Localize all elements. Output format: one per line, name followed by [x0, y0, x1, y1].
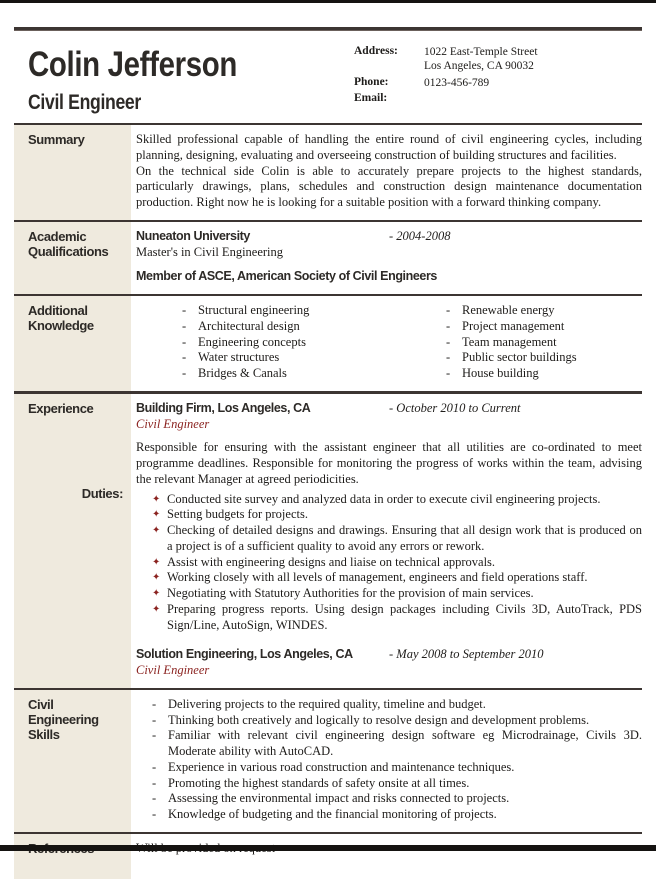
job-1-company: Building Firm, Los Angeles, CA	[136, 400, 311, 415]
star-bullet-icon: ✦	[152, 603, 161, 615]
skills-section-label: Civil Engineering Skills	[14, 690, 131, 832]
page-bottom-rule	[0, 845, 656, 851]
knowledge-item	[136, 350, 444, 366]
academic-head-row	[136, 229, 642, 245]
skill-item	[136, 728, 642, 760]
dash-bullet-icon: -	[446, 318, 451, 333]
duty-item-text: Preparing progress reports. Using design packages including Civils 3D, AutoTrack, PDS Sign/Line, AutoSign, WINDES.	[167, 601, 642, 632]
dash-bullet-icon: -	[182, 334, 187, 349]
knowledge-item-label: Architectural design	[198, 318, 300, 333]
dash-bullet-icon: -	[152, 807, 157, 821]
duty-item	[136, 555, 642, 571]
section-skills	[14, 688, 642, 832]
experience-content	[131, 394, 642, 688]
duty-item-text: Checking of detailed designs and drawings. Ensuring that all design work that is produced on a project is of a sufficient quality to avoid any errors or rework.	[167, 523, 642, 553]
knowledge-item-label: Structural engineering	[198, 303, 310, 317]
duty-item-text: Assist with engineering designs and liaise on technical approvals.	[167, 554, 496, 569]
skill-item	[136, 697, 642, 713]
dash-bullet-icon: -	[446, 334, 451, 349]
duties-list	[136, 492, 642, 634]
contact-block	[354, 41, 642, 113]
duties-label: Duties:	[81, 485, 123, 501]
star-bullet-icon: ✦	[152, 509, 161, 521]
skill-item	[136, 776, 642, 792]
dash-bullet-icon: -	[182, 350, 187, 365]
skill-item-text: Promoting the highest standards of safety onsite at all times.	[168, 775, 470, 790]
skill-item	[136, 713, 642, 729]
duty-item	[136, 602, 642, 634]
additional-knowledge-content	[131, 296, 642, 391]
knowledge-item	[136, 366, 444, 382]
summary-paragraph-2: On the technical side Colin is able to accurately prepare projects to the highest standards, particularly drawings, plans, schedules and construction design maintenance documentation production. Right now he is looking for a suitable position with a forward thinking company.	[136, 163, 642, 209]
job-2-dates: - May 2008 to September 2010	[389, 647, 544, 662]
skill-item-text: Knowledge of budgeting and the financial monitoring of projects.	[168, 807, 497, 821]
knowledge-item-label: Public sector buildings	[462, 350, 577, 365]
experience-section-label	[14, 394, 131, 688]
phone-value: 0123-456-789	[424, 76, 490, 89]
job-2	[136, 647, 642, 679]
membership: Member of ASCE, American Society of Civil Engineers	[136, 269, 437, 284]
dash-bullet-icon: -	[152, 728, 157, 743]
dash-bullet-icon: -	[182, 318, 187, 333]
dash-bullet-icon: -	[446, 303, 451, 317]
dash-bullet-icon: -	[152, 712, 157, 727]
star-bullet-icon: ✦	[152, 493, 161, 505]
dash-bullet-icon: -	[446, 350, 451, 365]
knowledge-item	[136, 335, 444, 351]
address-line-2: Los Angeles, CA 90032	[424, 60, 534, 73]
dash-bullet-icon: -	[182, 366, 187, 380]
skill-item	[136, 807, 642, 823]
email-value	[424, 92, 642, 104]
duty-item-text: Working closely with all levels of management, engineers and field operations staff.	[167, 570, 588, 585]
duty-item-text: Negotiating with Statutory Authorities for the provision of main services.	[167, 586, 534, 600]
duty-item	[136, 492, 642, 508]
knowledge-item-label: Water structures	[198, 350, 280, 365]
section-experience	[14, 391, 642, 688]
section-references	[14, 832, 642, 879]
job-2-company: Solution Engineering, Los Angeles, CA	[136, 647, 353, 662]
knowledge-item	[444, 303, 642, 319]
knowledge-item	[136, 303, 444, 319]
job-2-role: Civil Engineer	[136, 663, 210, 677]
knowledge-item	[136, 319, 444, 335]
summary-content	[131, 125, 642, 220]
knowledge-list-right	[444, 303, 642, 382]
dash-bullet-icon: -	[152, 696, 157, 711]
knowledge-list-left	[136, 303, 444, 382]
institution-name: Nuneaton University	[136, 228, 250, 243]
knowledge-item	[444, 319, 642, 335]
skill-item-text: Familiar with relevant civil engineering design software eg Microdrainage, Civils 3D. Moderate ability with AutoCAD.	[168, 728, 642, 758]
skill-item-text: Delivering projects to the required quality, timeline and budget.	[168, 696, 486, 711]
person-name: Colin Jefferson	[28, 45, 237, 84]
person-job-title: Civil Engineer	[28, 91, 141, 114]
knowledge-item-label: Renewable energy	[462, 303, 555, 317]
job-1-description: Responsible for ensuring with the assistant engineer that all utilities are co-ordinated to meet programme deadlines. Responsible for monitoring the progress of works within the team, advising the relevant Manager at agreed periodicities.	[136, 440, 642, 486]
knowledge-item-label: Project management	[462, 318, 565, 333]
dash-bullet-icon: -	[182, 303, 187, 317]
skill-item-text: Thinking both creatively and logically to resolve design and development problems.	[168, 712, 590, 727]
duty-item	[136, 570, 642, 586]
knowledge-item-label: House building	[462, 366, 539, 380]
dash-bullet-icon: -	[152, 775, 157, 790]
knowledge-item	[444, 366, 642, 382]
section-academic	[14, 220, 642, 294]
identity-block	[28, 41, 354, 113]
knowledge-item-label: Bridges & Canals	[198, 366, 287, 380]
academic-dates: - 2004-2008	[389, 228, 451, 243]
star-bullet-icon: ✦	[152, 525, 161, 536]
knowledge-item	[444, 335, 642, 351]
duty-item-text: Setting budgets for projects.	[167, 507, 308, 522]
additional-knowledge-section-label: Additional Knowledge	[14, 296, 131, 391]
job-1	[136, 401, 642, 634]
skills-content	[131, 690, 642, 832]
summary-paragraph-1: Skilled professional capable of handling the entire round of civil engineering cycles, including planning, designing, evaluating and overseeing construction of building structures and facilities.	[136, 132, 642, 162]
resume-header	[14, 31, 642, 123]
address-line-1: 1022 East-Temple Street	[424, 46, 538, 58]
skill-item	[136, 791, 642, 807]
dash-bullet-icon: -	[446, 366, 451, 380]
dash-bullet-icon: -	[152, 791, 157, 806]
section-summary	[14, 123, 642, 220]
knowledge-columns	[136, 303, 642, 382]
summary-section-label: Summary	[14, 125, 131, 220]
job-1-role: Civil Engineer	[136, 416, 210, 431]
degree: Master's in Civil Engineering	[136, 244, 284, 259]
job-2-head-row	[136, 647, 642, 663]
address-label: Address:	[354, 45, 398, 57]
knowledge-item-label: Engineering concepts	[198, 334, 306, 349]
job-1-head-row	[136, 401, 642, 417]
duty-item	[136, 523, 642, 555]
references-content	[131, 834, 642, 879]
phone-label: Phone:	[354, 75, 389, 88]
page-top-rule	[0, 0, 656, 3]
academic-content	[131, 222, 642, 294]
skill-item-text: Experience in various road construction and maintenance techniques.	[168, 759, 515, 774]
knowledge-item	[444, 350, 642, 366]
duty-item-text: Conducted site survey and analyzed data in order to execute civil engineering projects.	[167, 491, 601, 506]
star-bullet-icon: ✦	[152, 572, 161, 584]
duty-item	[136, 586, 642, 602]
star-bullet-icon: ✦	[152, 556, 161, 568]
academic-section-label: Academic Qualifications	[14, 222, 131, 294]
skill-item	[136, 760, 642, 776]
job-1-dates: - October 2010 to Current	[389, 400, 521, 415]
knowledge-item-label: Team management	[462, 334, 557, 349]
resume-sheet	[14, 0, 642, 879]
skill-item-text: Assessing the environmental impact and risks connected to projects.	[168, 791, 510, 806]
duty-item	[136, 507, 642, 523]
star-bullet-icon: ✦	[152, 588, 161, 599]
dash-bullet-icon: -	[152, 759, 157, 774]
email-label: Email:	[354, 92, 388, 105]
experience-section-label-text: Experience	[28, 400, 94, 416]
address-value	[424, 45, 642, 74]
skills-list	[136, 697, 642, 823]
references-section-label	[14, 834, 131, 879]
section-additional-knowledge	[14, 294, 642, 391]
